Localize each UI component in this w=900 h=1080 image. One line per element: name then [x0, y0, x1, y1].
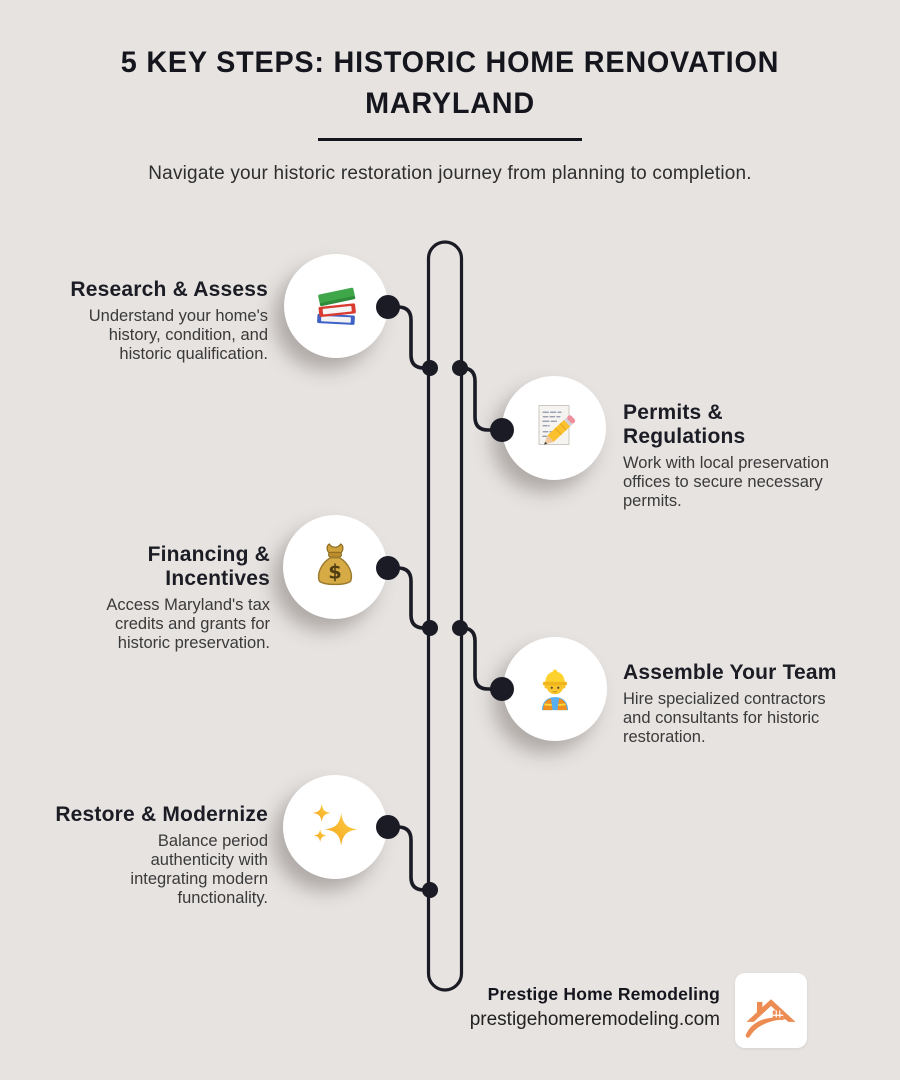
website-url: prestigehomeremodeling.com [469, 1009, 720, 1030]
step-1-description: Understand your home's history, condition, and historic qualification. [88, 307, 268, 363]
step-node-dot [376, 295, 400, 319]
spine-dot [422, 882, 438, 898]
step-node-dot [376, 815, 400, 839]
step-5-title: Restore & Modernize [55, 803, 268, 826]
step-2-title: Permits & Regulations [623, 401, 746, 448]
page-title-line2: MARYLAND [365, 87, 535, 120]
step-5-description: Balance period authenticity with integrating modern functionality. [130, 832, 268, 907]
step-4-title: Assemble Your Team [623, 661, 837, 684]
step-3-description: Access Maryland's tax credits and grants for historic preservation. [106, 596, 270, 652]
spine-dot [452, 620, 468, 636]
step-4-description: Hire specialized contractors and consultants for historic restoration. [623, 690, 826, 746]
page-subtitle: Navigate your historic restoration journey from planning to completion. [148, 163, 752, 184]
spine-dot [422, 360, 438, 376]
step-node-dot [490, 677, 514, 701]
step-3-title: Financing & Incentives [147, 543, 270, 590]
brand-name: Prestige Home Remodeling [487, 984, 720, 1004]
svg-text:$: $ [328, 560, 342, 584]
step-node-dot [376, 556, 400, 580]
page-title-line1: 5 KEY STEPS: HISTORIC HOME RENOVATION [120, 46, 780, 79]
spine-dot [452, 360, 468, 376]
timeline-spine [429, 242, 462, 990]
spine-dot [422, 620, 438, 636]
step-1-title: Research & Assess [70, 278, 268, 301]
timeline-dots [376, 295, 514, 898]
step-2-description: Work with local preservation offices to secure necessary permits. [623, 454, 830, 510]
step-node-dot [490, 418, 514, 442]
